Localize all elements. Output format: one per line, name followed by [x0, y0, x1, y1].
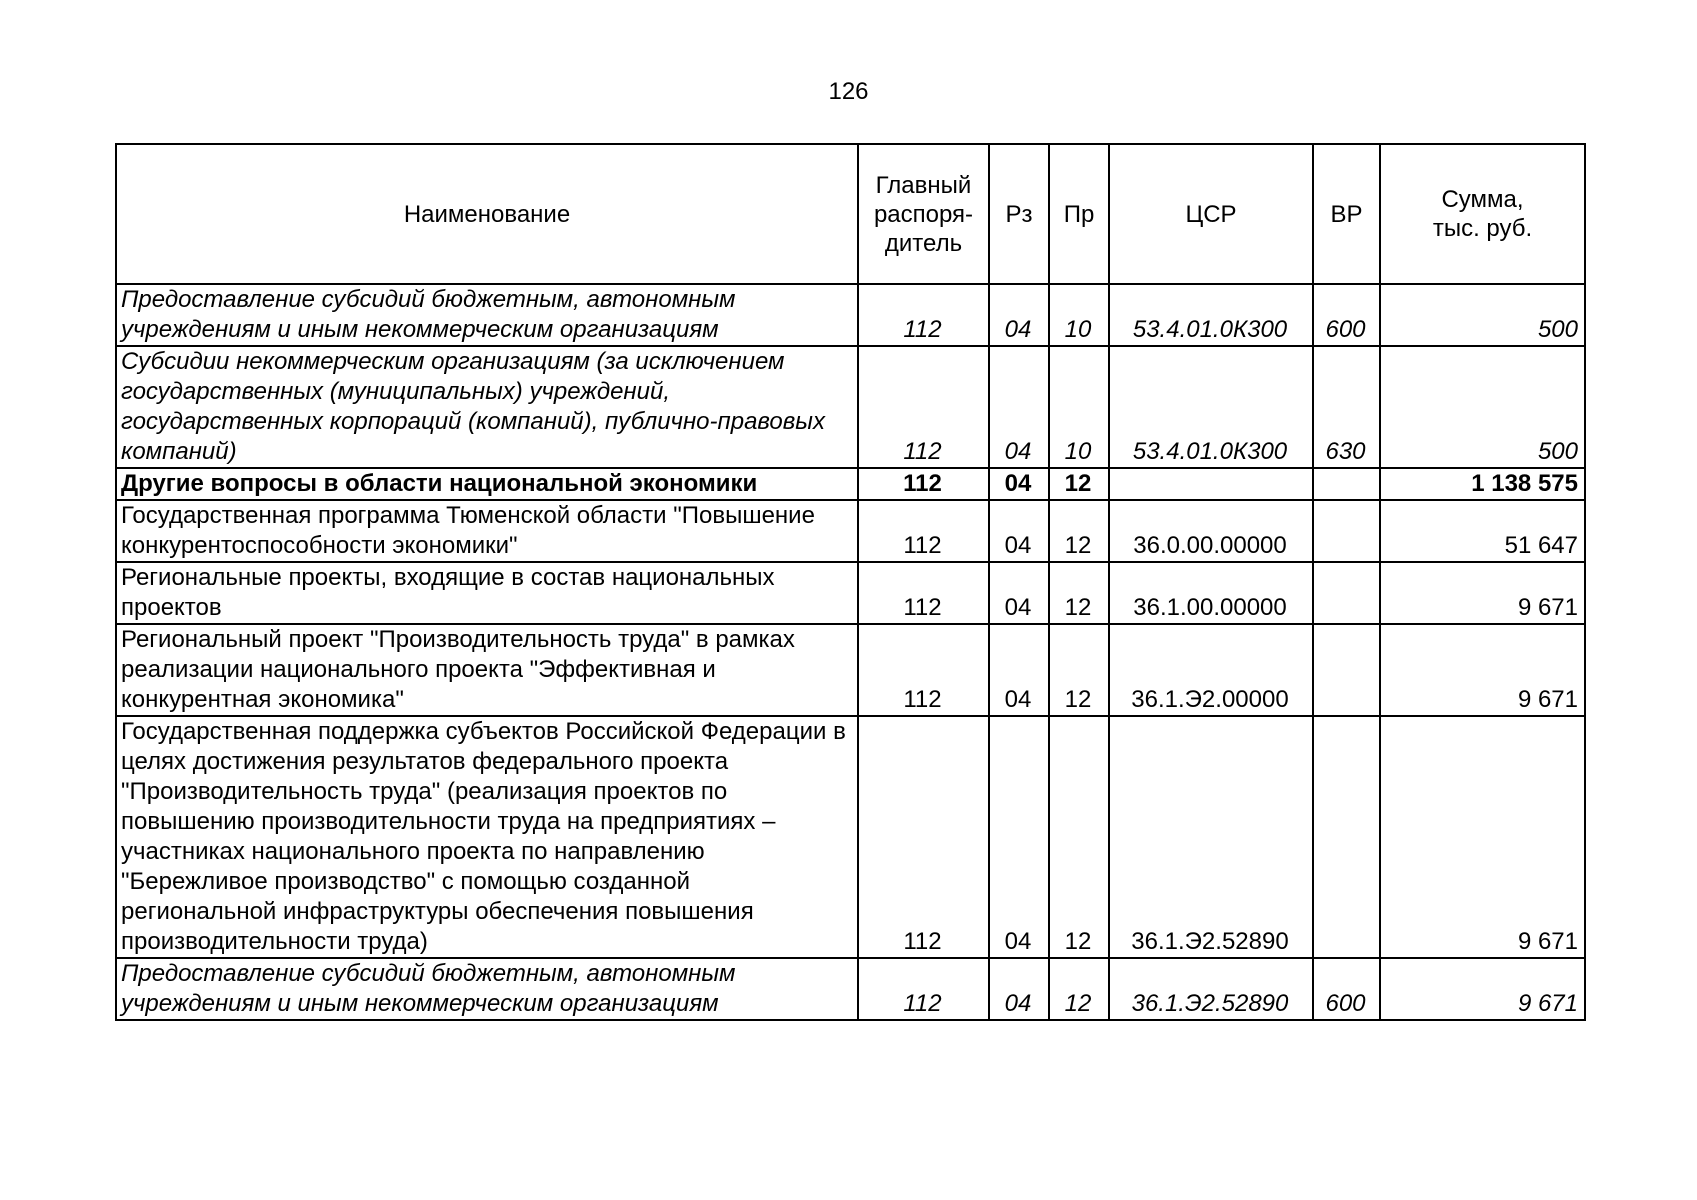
cell-pr: 12 — [1049, 468, 1109, 500]
cell-csr: 36.1.Э2.52890 — [1109, 958, 1313, 1020]
cell-vr: 630 — [1313, 346, 1380, 468]
budget-table — [115, 143, 1586, 1021]
cell-vr: 600 — [1313, 284, 1380, 346]
cell-vr — [1313, 562, 1380, 624]
cell-chief-admin: 112 — [858, 468, 989, 500]
cell-rz: 04 — [989, 562, 1049, 624]
cell-pr: 10 — [1049, 346, 1109, 468]
cell-csr: 36.1.00.00000 — [1109, 562, 1313, 624]
cell-name: Государственная программа Тюменской области "Повышение конкурентоспособности экономики" — [116, 500, 858, 562]
cell-sum: 9 671 — [1380, 958, 1585, 1020]
cell-pr: 10 — [1049, 284, 1109, 346]
cell-name: Предоставление субсидий бюджетным, автономным учреждениям и иным некоммерческим организациям — [116, 284, 858, 346]
cell-chief-admin: 112 — [858, 562, 989, 624]
page-number: 126 — [828, 78, 869, 105]
cell-pr: 12 — [1049, 716, 1109, 958]
cell-csr: 53.4.01.0К300 — [1109, 284, 1313, 346]
cell-name: Государственная поддержка субъектов Российской Федерации в целях достижения результатов федерального проекта "Производительность труда" (реализация проектов по повышению производительности труда на предприятиях – участниках национального проекта по направлению "Бережливое производство" с помощью созданной региональной инфраструктуры обеспечения повышения производительности труда) — [116, 716, 858, 958]
header-pr: Пр — [1049, 144, 1109, 284]
table-row — [116, 500, 1585, 562]
cell-rz: 04 — [989, 284, 1049, 346]
table-row-section-total — [116, 468, 1585, 500]
table-row — [116, 346, 1585, 468]
cell-rz: 04 — [989, 500, 1049, 562]
cell-sum: 9 671 — [1380, 562, 1585, 624]
cell-vr — [1313, 500, 1380, 562]
cell-name: Региональный проект "Производительность труда" в рамках реализации национального проекта "Эффективная и конкурентная экономика" — [116, 624, 858, 716]
cell-pr: 12 — [1049, 624, 1109, 716]
table-row — [116, 284, 1585, 346]
table-row — [116, 958, 1585, 1020]
cell-csr: 53.4.01.0К300 — [1109, 346, 1313, 468]
header-csr: ЦСР — [1109, 144, 1313, 284]
cell-pr: 12 — [1049, 958, 1109, 1020]
cell-rz: 04 — [989, 624, 1049, 716]
table-row — [116, 562, 1585, 624]
cell-csr — [1109, 468, 1313, 500]
cell-sum: 500 — [1380, 284, 1585, 346]
cell-chief-admin: 112 — [858, 346, 989, 468]
header-chief-admin: Главный распоря- дитель — [858, 144, 989, 284]
cell-rz: 04 — [989, 468, 1049, 500]
cell-csr: 36.1.Э2.52890 — [1109, 716, 1313, 958]
cell-chief-admin: 112 — [858, 716, 989, 958]
table-row — [116, 624, 1585, 716]
table-header-row — [116, 144, 1585, 284]
cell-name: Предоставление субсидий бюджетным, автономным учреждениям и иным некоммерческим организациям — [116, 958, 858, 1020]
cell-chief-admin: 112 — [858, 284, 989, 346]
cell-name: Субсидии некоммерческим организациям (за исключением государственных (муниципальных) учреждений, государственных корпораций (компаний), публично-правовых компаний) — [116, 346, 858, 468]
header-name: Наименование — [116, 144, 858, 284]
cell-vr — [1313, 624, 1380, 716]
cell-pr: 12 — [1049, 562, 1109, 624]
header-vr: ВР — [1313, 144, 1380, 284]
cell-name: Другие вопросы в области национальной экономики — [116, 468, 858, 500]
cell-name: Региональные проекты, входящие в состав национальных проектов — [116, 562, 858, 624]
cell-vr: 600 — [1313, 958, 1380, 1020]
cell-sum: 500 — [1380, 346, 1585, 468]
cell-rz: 04 — [989, 346, 1049, 468]
cell-csr: 36.0.00.00000 — [1109, 500, 1313, 562]
cell-rz: 04 — [989, 716, 1049, 958]
cell-rz: 04 — [989, 958, 1049, 1020]
cell-sum: 9 671 — [1380, 716, 1585, 958]
cell-sum: 51 647 — [1380, 500, 1585, 562]
table-row — [116, 716, 1585, 958]
header-rz: Рз — [989, 144, 1049, 284]
header-sum: Сумма, тыс. руб. — [1380, 144, 1585, 284]
cell-vr — [1313, 468, 1380, 500]
cell-sum: 1 138 575 — [1380, 468, 1585, 500]
cell-chief-admin: 112 — [858, 958, 989, 1020]
cell-vr — [1313, 716, 1380, 958]
cell-chief-admin: 112 — [858, 624, 989, 716]
cell-pr: 12 — [1049, 500, 1109, 562]
cell-sum: 9 671 — [1380, 624, 1585, 716]
cell-chief-admin: 112 — [858, 500, 989, 562]
cell-csr: 36.1.Э2.00000 — [1109, 624, 1313, 716]
